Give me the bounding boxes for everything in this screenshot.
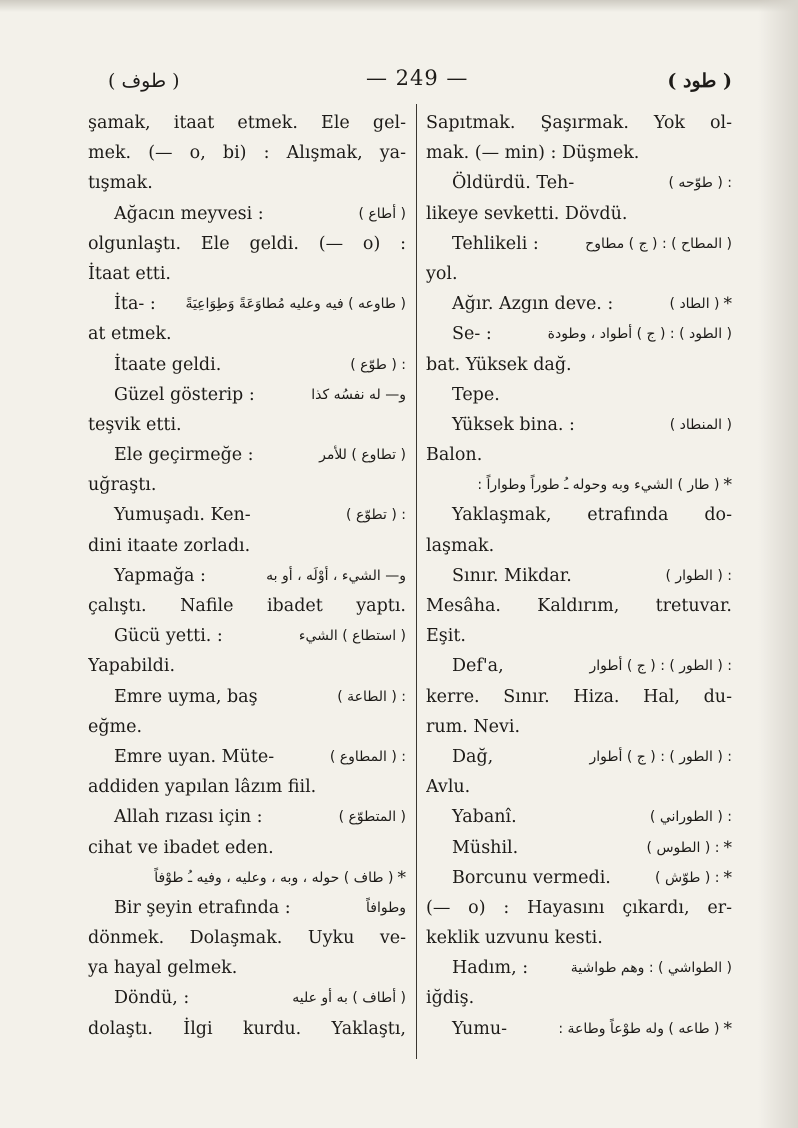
left-text-line	[88, 289, 406, 319]
right-text-line	[426, 289, 732, 319]
arabic-headword: : ( الطوار )	[665, 567, 732, 584]
turkish-text: keklik uzvunu kesti.	[426, 928, 603, 949]
left-text-line	[88, 682, 406, 712]
turkish-text: Sapıtmak. Şaşırmak. Yok ol-	[426, 113, 732, 133]
turkish-text: addiden yapılan lâzım fiil.	[88, 777, 317, 798]
turkish-text: kerre. Sınır. Hiza. Hal, du-	[426, 686, 732, 707]
left-text-line	[88, 772, 406, 802]
left-text-line	[88, 802, 406, 832]
arabic-headword: : ( طوّع )	[350, 356, 406, 373]
arabic-headword: : ( الطوراني )	[649, 809, 732, 826]
arabic-headword: ( الطواشي ) : وهم طواشية	[570, 960, 732, 977]
turkish-text: Allah rızası için :	[114, 807, 263, 828]
turkish-text: Emre uyan. Müte-	[114, 746, 275, 767]
turkish-text: Balon.	[426, 445, 483, 466]
turkish-text: şamak, itaat etmek. Ele gel-	[88, 113, 406, 133]
turkish-text: Yüksek bina. :	[452, 414, 575, 435]
right-text-line	[426, 863, 732, 893]
right-text-line	[426, 953, 732, 983]
turkish-text: yol.	[426, 263, 458, 284]
right-text-line	[426, 651, 732, 681]
left-text-line	[88, 893, 406, 923]
left-text-line	[88, 440, 406, 470]
arabic-headword: : ( تطوّع )	[346, 507, 406, 524]
page-header	[96, 64, 736, 100]
arabic-headword: ( طاف ) حوله ، وبه ، وعليه ، وفيه ـُ طوْفاً	[154, 869, 394, 886]
right-text-line	[426, 1014, 732, 1044]
left-text-line	[88, 953, 406, 983]
arabic-headword: ( أطاف ) به أو عليه	[292, 990, 406, 1007]
right-column	[426, 108, 732, 1044]
turkish-text: ya hayal gelmek.	[88, 958, 238, 979]
right-text-line	[426, 199, 732, 229]
turkish-text: Döndü, :	[114, 988, 190, 1009]
turkish-text: Ele geçirmeğe :	[114, 445, 254, 466]
arabic-headword: ( المتطوّع )	[338, 809, 406, 826]
turkish-text: eğme.	[88, 716, 143, 737]
turkish-text: Gücü yetti. :	[114, 626, 223, 647]
turkish-text: Dağ,	[452, 746, 494, 767]
right-text-line	[426, 350, 732, 380]
left-text-line	[88, 712, 406, 742]
right-text-line	[426, 923, 732, 953]
right-text-line	[426, 833, 732, 863]
turkish-text: Borcunu vermedi.	[452, 867, 611, 888]
turkish-text: likeye sevketti. Dövdü.	[426, 203, 628, 224]
left-text-line	[88, 259, 406, 289]
arabic-headword: و— له نفسُه كذا	[311, 386, 406, 403]
arabic-headword: : ( الطاعة )	[337, 688, 406, 705]
turkish-text: Müshil.	[452, 837, 519, 858]
turkish-text: mak. (— min) : Düşmek.	[426, 143, 640, 164]
right-text-line	[426, 591, 732, 621]
turkish-text: Ağır. Azgın deve. :	[452, 294, 614, 315]
arabic-headword: وطوافاً	[366, 899, 406, 916]
arabic-headword: : ( طوّحه )	[668, 175, 732, 192]
column-divider	[416, 104, 417, 1059]
entry-star-marker: *	[723, 837, 732, 858]
left-text-line	[88, 923, 406, 953]
turkish-text: Yabanî.	[452, 807, 517, 828]
right-text-line	[426, 500, 732, 530]
header-left-entry: ( طوف )	[108, 70, 180, 92]
turkish-text: Bir şeyin etrafında :	[114, 897, 291, 918]
turkish-text: at etmek.	[88, 324, 172, 345]
turkish-text: cihat ve ibadet eden.	[88, 837, 274, 858]
turkish-text: Yapabildi.	[88, 656, 176, 677]
entry-star-marker: *	[723, 867, 732, 888]
right-text-line	[426, 621, 732, 651]
entry-star-marker: *	[723, 475, 732, 496]
right-text-line	[426, 682, 732, 712]
turkish-text: Emre uyma, baş	[114, 686, 258, 707]
right-text-line	[426, 410, 732, 440]
turkish-text: Def'a,	[452, 656, 504, 677]
right-text-line	[426, 802, 732, 832]
turkish-text: Tepe.	[452, 384, 500, 405]
right-text-line	[426, 138, 732, 168]
left-text-line	[88, 531, 406, 561]
entry-star-marker: *	[723, 1018, 732, 1039]
entry-star-marker: *	[723, 294, 732, 315]
arabic-headword: ( الطود ) : ( ج ) أطواد ، وطودة	[547, 326, 732, 343]
turkish-text: rum. Nevi.	[426, 716, 521, 737]
arabic-headword: : ( الطور ) : ( ج ) أطوار	[589, 658, 732, 675]
right-text-line	[426, 380, 732, 410]
left-text-line	[88, 380, 406, 410]
turkish-text: Se- :	[452, 324, 492, 345]
arabic-headword: ( استطاع ) الشيء	[298, 628, 406, 645]
right-text-line	[426, 561, 732, 591]
turkish-text: dolaştı. İlgi kurdu. Yaklaştı,	[88, 1018, 406, 1039]
left-text-line	[88, 350, 406, 380]
turkish-text: olgunlaştı. Ele geldi. (— o) :	[88, 233, 406, 254]
turkish-text: iğdiş.	[426, 988, 475, 1009]
left-text-line	[88, 199, 406, 229]
left-text-line	[88, 833, 406, 863]
turkish-text: teşvik etti.	[88, 414, 182, 435]
left-text-line	[88, 983, 406, 1013]
right-text-line	[426, 259, 732, 289]
left-text-line	[88, 863, 406, 893]
turkish-text: Yaklaşmak, etrafında do-	[452, 505, 732, 526]
arabic-headword: و— الشيء ، أوْلَه ، أو به	[266, 567, 406, 584]
turkish-text: Avlu.	[426, 777, 471, 798]
turkish-text: (— o) : Hayasını çıkardı, er-	[426, 897, 732, 918]
turkish-text: çalıştı. Nafile ibadet yaptı.	[88, 596, 406, 616]
right-text-line	[426, 712, 732, 742]
left-column	[88, 108, 406, 1044]
scan-edge-right	[758, 0, 798, 1128]
left-text-line	[88, 168, 406, 198]
turkish-text: uğraştı.	[88, 475, 157, 496]
left-text-line	[88, 651, 406, 681]
turkish-text: Eşit.	[426, 626, 466, 647]
turkish-text: Yumuşadı. Ken-	[114, 505, 251, 526]
arabic-headword: : ( الطوس )	[646, 839, 720, 856]
left-text-line	[88, 742, 406, 772]
left-text-line	[88, 1014, 406, 1044]
left-text-line	[88, 470, 406, 500]
turkish-text: Yapmağa :	[114, 565, 206, 586]
left-text-line	[88, 138, 406, 168]
arabic-headword: : ( طوّش )	[655, 869, 720, 886]
right-text-line	[426, 108, 732, 138]
left-text-line	[88, 229, 406, 259]
turkish-text: dönmek. Dolaşmak. Uyku ve-	[88, 928, 406, 949]
arabic-headword: ( تطاوع ) للأمر	[319, 447, 406, 464]
left-text-line	[88, 621, 406, 651]
arabic-headword: ( طار ) الشيء وبه وحوله ـُ طوراً وطواراً :	[477, 477, 720, 494]
scan-edge-top	[0, 0, 798, 12]
left-text-line	[88, 591, 406, 621]
entry-star-marker: *	[397, 867, 406, 888]
right-text-line	[426, 470, 732, 500]
left-text-line	[88, 410, 406, 440]
left-text-line	[88, 108, 406, 138]
turkish-text: Yumu-	[452, 1018, 508, 1039]
right-text-line	[426, 319, 732, 349]
right-text-line	[426, 983, 732, 1013]
right-text-line	[426, 168, 732, 198]
turkish-text: mek. (— o, bi) : Alışmak, ya-	[88, 143, 406, 164]
arabic-headword: ( طاوعه ) فيه وعليه مُطاوَعَةً وَطِوَاعِيَةً	[185, 296, 406, 313]
turkish-text: Öldürdü. Teh-	[452, 173, 575, 194]
right-text-line	[426, 772, 732, 802]
turkish-text: laşmak.	[426, 535, 495, 556]
arabic-headword: ( طاعه ) وله طوْعاً وطاعة :	[558, 1020, 720, 1037]
turkish-text: Tehlikeli :	[452, 233, 539, 254]
right-text-line	[426, 742, 732, 772]
arabic-headword: : ( المطاوع )	[329, 748, 406, 765]
turkish-text: Ağacın meyvesi :	[114, 203, 264, 224]
turkish-text: İta- :	[114, 294, 156, 315]
arabic-headword: ( أطاع )	[358, 205, 406, 222]
right-text-line	[426, 531, 732, 561]
turkish-text: tışmak.	[88, 173, 153, 194]
arabic-headword: ( الطاد )	[669, 296, 720, 313]
arabic-headword: ( المطاح ) : ( ج ) مطاوح	[585, 235, 732, 252]
turkish-text: Mesâha. Kaldırım, tretuvar.	[426, 596, 732, 616]
right-text-line	[426, 893, 732, 923]
turkish-text: Sınır. Mikdar.	[452, 565, 572, 586]
left-text-line	[88, 500, 406, 530]
header-right-entry: ( طود )	[667, 70, 732, 92]
turkish-text: Hadım, :	[452, 958, 529, 979]
left-text-line	[88, 319, 406, 349]
right-text-line	[426, 440, 732, 470]
arabic-headword: : ( الطور ) : ( ج ) أطوار	[589, 748, 732, 765]
turkish-text: dini itaate zorladı.	[88, 535, 251, 556]
arabic-headword: ( المنطاد )	[669, 416, 732, 433]
turkish-text: bat. Yüksek dağ.	[426, 354, 572, 375]
turkish-text: Güzel gösterip :	[114, 384, 255, 405]
page-number: — 249 —	[366, 66, 469, 90]
turkish-text: İtaat etti.	[88, 263, 171, 284]
left-text-line	[88, 561, 406, 591]
turkish-text: İtaate geldi.	[114, 354, 222, 375]
right-text-line	[426, 229, 732, 259]
